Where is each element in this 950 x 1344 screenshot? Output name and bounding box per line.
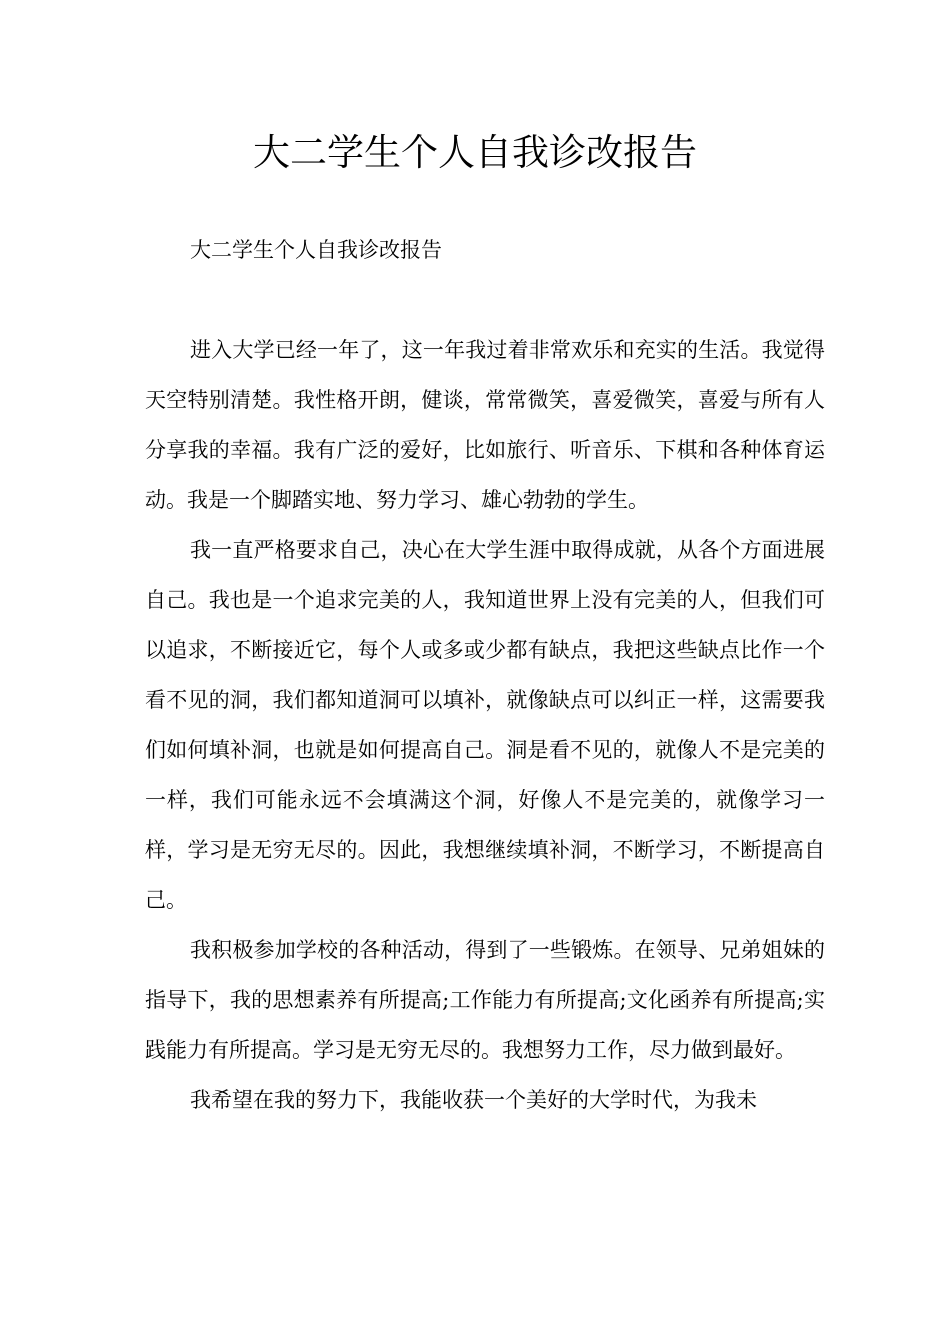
document-body [145,325,825,1125]
document-subtitle: 大二学生个人自我诊改报告 [190,238,442,262]
paragraph: 进入大学已经一年了，这一年我过着非常欢乐和充实的生活。我觉得天空特别清楚。我性格开朗，健谈，常常微笑，喜爱微笑，喜爱与所有人分享我的幸福。我有广泛的爱好，比如旅行、听音乐、下棋和各种体育运动。我是一个脚踏实地、努力学习、雄心勃勃的学生。 [145,338,825,512]
paragraph: 我希望在我的努力下，我能收获一个美好的大学时代，为我未 [190,1088,757,1112]
paragraph: 我积极参加学校的各种活动，得到了一些锻炼。在领导、兄弟姐妹的指导下，我的思想素养有所提高;工作能力有所提高;文化函养有所提高;实践能力有所提高。学习是无穷无尽的。我想努力工作，尽力做到最好。 [145,938,825,1062]
page-title: 大二学生个人自我诊改报告 [253,131,697,174]
paragraph: 我一直严格要求自己，决心在大学生涯中取得成就，从各个方面进展自己。我也是一个追求完美的人，我知道世界上没有完美的人，但我们可以追求，不断接近它，每个人或多或少都有缺点，我把这些缺点比作一个看不见的洞，我们都知道洞可以填补，就像缺点可以纠正一样，这需要我们如何填补洞，也就是如何提高自己。洞是看不见的，就像人不是完美的一样，我们可能永远不会填满这个洞，好像人不是完美的，就像学习一样，学习是无穷无尽的。因此，我想继续填补洞，不断学习，不断提高自己。 [145,538,825,912]
